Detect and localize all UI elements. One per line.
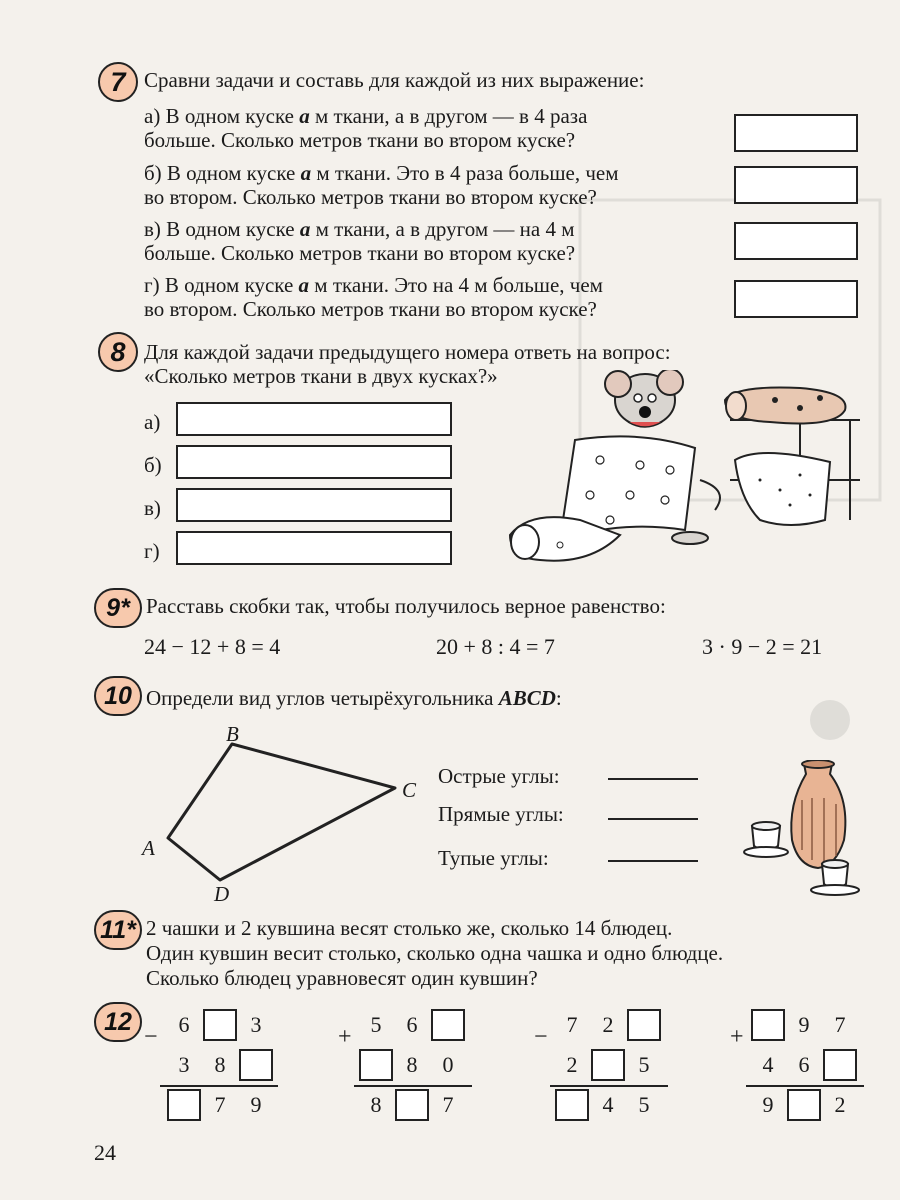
- task-8c-answer-box[interactable]: [176, 488, 452, 522]
- digit: 6: [178, 1012, 190, 1037]
- digit-box[interactable]: [555, 1089, 589, 1121]
- digit: 9: [798, 1012, 810, 1037]
- task-8b-label: б): [144, 453, 162, 477]
- column-1-sum-line: [160, 1085, 278, 1087]
- task-7c-line2: больше. Сколько метров ткани во втором куске?: [144, 241, 576, 265]
- task-11-line2: Один кувшин весит столько, сколько одна чашка и одно блюдце.: [146, 941, 724, 965]
- digit: 7: [214, 1092, 226, 1117]
- digit: 6: [406, 1012, 418, 1037]
- task-7a-line1: а) В одном куске a м ткани, а в другом — в 4 раза: [144, 104, 588, 128]
- task-7d-line1: г) В одном куске a м ткани. Это на 4 м больше, чем: [144, 273, 603, 297]
- column-2-row-3: [358, 1088, 466, 1122]
- column-1-row-2: [166, 1048, 274, 1082]
- digit-box[interactable]: [823, 1049, 857, 1081]
- column-2-sum-line: [354, 1085, 472, 1087]
- task-8c-label: в): [144, 496, 161, 520]
- column-2-operator: +: [338, 1024, 352, 1050]
- digit: 5: [638, 1052, 650, 1077]
- page-number: 24: [94, 1140, 116, 1165]
- task-8-line2: «Сколько метров ткани в двух кусках?»: [144, 364, 498, 388]
- column-1-row-1: [166, 1008, 274, 1042]
- task-11-line3: Сколько блюдец уравновесят один кувшин?: [146, 966, 538, 990]
- digit: 3: [250, 1012, 262, 1037]
- task-7a-answer-box[interactable]: [734, 114, 858, 152]
- column-4-operator: +: [730, 1024, 744, 1050]
- column-2-row-1: [358, 1008, 466, 1042]
- task-11-badge: 11*: [94, 910, 142, 950]
- digit: 5: [370, 1012, 382, 1037]
- column-1-row-3: [166, 1088, 274, 1122]
- digit-box[interactable]: [431, 1009, 465, 1041]
- digit: 4: [762, 1052, 774, 1077]
- digit-box[interactable]: [203, 1009, 237, 1041]
- digit: 8: [370, 1092, 382, 1117]
- digit: 5: [638, 1092, 650, 1117]
- digit-box[interactable]: [627, 1009, 661, 1041]
- task-8d-answer-box[interactable]: [176, 531, 452, 565]
- digit-box[interactable]: [167, 1089, 201, 1121]
- digit: 7: [566, 1012, 578, 1037]
- acute-angles-label: Острые углы:: [438, 764, 560, 788]
- digit: 2: [602, 1012, 614, 1037]
- task-10-title: Определи вид углов четырёхугольника ABCD:: [146, 686, 562, 710]
- digit: 0: [442, 1052, 454, 1077]
- column-3-row-2: [554, 1048, 662, 1082]
- digit: 7: [442, 1092, 454, 1117]
- task-7c-answer-box[interactable]: [734, 222, 858, 260]
- task-7c-line1: в) В одном куске a м ткани, а в другом — на 4 м: [144, 217, 575, 241]
- task-12-badge: 12: [94, 1002, 142, 1042]
- digit-box[interactable]: [751, 1009, 785, 1041]
- vertex-d-label: D: [214, 882, 230, 906]
- task-9-equation-3: 3 · 9 − 2 = 21: [702, 634, 823, 659]
- right-angles-answer-line[interactable]: [608, 818, 698, 820]
- column-3-operator: −: [534, 1024, 548, 1050]
- digit-box[interactable]: [359, 1049, 393, 1081]
- column-1-operator: −: [144, 1024, 158, 1050]
- column-4-row-3: [750, 1088, 858, 1122]
- task-10-badge: 10: [94, 676, 142, 716]
- task-7d-line2: во втором. Сколько метров ткани во втором куске?: [144, 297, 597, 321]
- task-7b-line1: б) В одном куске a м ткани. Это в 4 раза больше, чем: [144, 161, 619, 185]
- digit: 2: [566, 1052, 578, 1077]
- acute-angles-answer-line[interactable]: [608, 778, 698, 780]
- task-7b-line2: во втором. Сколько метров ткани во втором куске?: [144, 185, 597, 209]
- task-8-line1: Для каждой задачи предыдущего номера ответь на вопрос:: [144, 340, 671, 364]
- column-3-sum-line: [550, 1085, 668, 1087]
- task-8a-answer-box[interactable]: [176, 402, 452, 436]
- column-3-row-3: [554, 1088, 662, 1122]
- digit: 7: [834, 1012, 846, 1037]
- task-9-badge: 9*: [94, 588, 142, 628]
- task-7a-line2: больше. Сколько метров ткани во втором куске?: [144, 128, 576, 152]
- task-8-badge: 8: [98, 332, 138, 372]
- digit-box[interactable]: [239, 1049, 273, 1081]
- task-8d-label: г): [144, 539, 160, 563]
- digit: 9: [762, 1092, 774, 1117]
- column-2-row-2: [358, 1048, 466, 1082]
- column-3-row-1: [554, 1008, 662, 1042]
- digit: 9: [250, 1092, 262, 1117]
- task-9-equation-1: 24 − 12 + 8 = 4: [144, 634, 281, 659]
- quadrilateral-abcd-diagram: [140, 720, 430, 910]
- task-9-title: Расставь скобки так, чтобы получилось верное равенство:: [146, 594, 666, 618]
- mouse-fabric-illustration: [500, 370, 870, 570]
- digit: 3: [178, 1052, 190, 1077]
- digit: 8: [406, 1052, 418, 1077]
- task-11-line1: 2 чашки и 2 кувшина весят столько же, сколько 14 блюдец.: [146, 916, 673, 940]
- right-angles-label: Прямые углы:: [438, 802, 564, 826]
- obtuse-angles-answer-line[interactable]: [608, 860, 698, 862]
- digit-box[interactable]: [591, 1049, 625, 1081]
- vertex-c-label: C: [402, 778, 417, 802]
- digit: 8: [214, 1052, 226, 1077]
- column-4-sum-line: [746, 1085, 864, 1087]
- vertex-a-label: A: [142, 836, 155, 860]
- obtuse-angles-label: Тупые углы:: [438, 846, 549, 870]
- digit-box[interactable]: [787, 1089, 821, 1121]
- digit: 4: [602, 1092, 614, 1117]
- task-8a-label: а): [144, 410, 161, 434]
- task-7b-answer-box[interactable]: [734, 166, 858, 204]
- column-4-row-2: [750, 1048, 858, 1082]
- digit: 6: [798, 1052, 810, 1077]
- digit: 2: [834, 1092, 846, 1117]
- jug-cups-illustration: [740, 760, 870, 900]
- task-7-title: Сравни задачи и составь для каждой из них выражение:: [144, 68, 645, 92]
- task-8b-answer-box[interactable]: [176, 445, 452, 479]
- column-4-row-1: [750, 1008, 858, 1042]
- task-7-badge: 7: [98, 62, 138, 102]
- task-7d-answer-box[interactable]: [734, 280, 858, 318]
- digit-box[interactable]: [395, 1089, 429, 1121]
- vertex-b-label: B: [226, 722, 239, 746]
- task-9-equation-2: 20 + 8 : 4 = 7: [436, 634, 555, 659]
